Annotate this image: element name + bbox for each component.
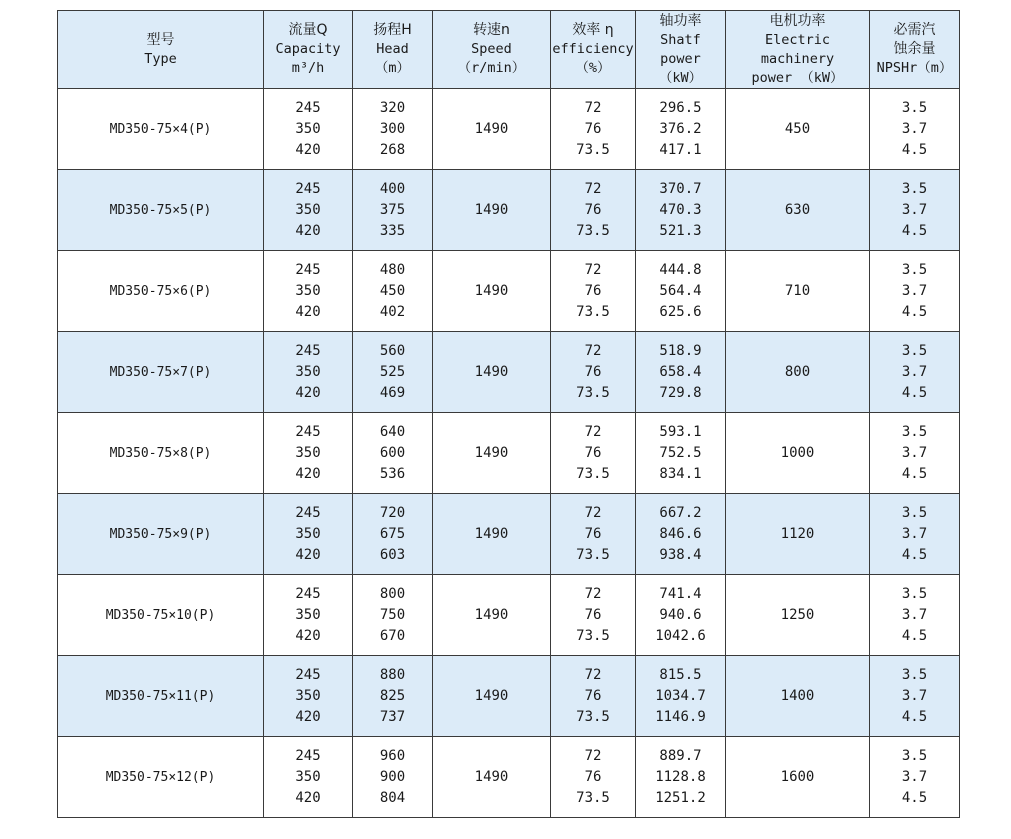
cell-capacity-value: 350 <box>295 282 321 299</box>
cell-npshr-value: 3.7 <box>901 687 928 704</box>
cell-speed: 1490 <box>433 251 551 332</box>
cell-head-value: 375 <box>379 201 406 218</box>
header-head-unit: （m） <box>374 60 411 76</box>
cell-speed: 1490 <box>433 494 551 575</box>
cell-capacity-value: 245 <box>295 99 321 116</box>
cell-shaft-power-value: 889.7 <box>659 747 702 764</box>
cell-shaft-power-value: 1128.8 <box>655 768 706 785</box>
cell-shaft-power-value: 667.2 <box>659 504 702 521</box>
cell-shaft-power-value: 1251.2 <box>655 789 706 806</box>
cell-efficiency-value: 76 <box>584 687 602 704</box>
cell-efficiency-value: 76 <box>584 363 602 380</box>
cell-capacity-value: 245 <box>295 747 321 764</box>
table-row <box>58 332 960 413</box>
cell-efficiency-value: 72 <box>584 585 602 602</box>
header-capacity-zh: 流量Q <box>288 22 328 38</box>
cell-head <box>353 170 433 251</box>
cell-npshr <box>870 332 960 413</box>
cell-capacity-value: 245 <box>295 342 321 359</box>
cell-head-value: 300 <box>379 120 406 137</box>
cell-head-value: 450 <box>379 282 406 299</box>
header-head <box>353 11 433 89</box>
cell-capacity-value: 420 <box>295 222 321 239</box>
cell-npshr-value: 3.5 <box>901 261 928 278</box>
cell-efficiency-value: 73.5 <box>576 789 610 806</box>
header-capacity <box>264 11 353 89</box>
cell-speed: 1490 <box>433 656 551 737</box>
cell-motor-power: 630 <box>726 170 870 251</box>
cell-npshr-value: 4.5 <box>901 708 928 725</box>
cell-shaft-power <box>636 737 726 818</box>
cell-npshr-value: 4.5 <box>901 384 928 401</box>
cell-efficiency-value: 76 <box>584 606 602 623</box>
header-npsh-zh2: 蚀余量 <box>893 41 936 57</box>
header-speed-unit: （r/min） <box>457 60 526 76</box>
header-shaft-power <box>636 11 726 89</box>
cell-capacity-value: 350 <box>295 606 321 623</box>
cell-efficiency-value: 72 <box>584 342 602 359</box>
cell-head <box>353 656 433 737</box>
cell-efficiency-value: 72 <box>584 423 602 440</box>
table-row <box>58 737 960 818</box>
cell-shaft-power-value: 518.9 <box>659 342 702 359</box>
cell-speed: 1490 <box>433 89 551 170</box>
cell-efficiency-value: 73.5 <box>576 627 610 644</box>
header-motor-zh: 电机功率 <box>769 12 826 29</box>
cell-efficiency-value: 73.5 <box>576 384 610 401</box>
cell-efficiency <box>551 332 636 413</box>
cell-npshr-value: 3.5 <box>901 180 928 197</box>
cell-shaft-power-value: 376.2 <box>659 120 702 137</box>
header-efficiency <box>551 11 636 89</box>
cell-shaft-power-value: 593.1 <box>659 423 702 440</box>
cell-head-value: 675 <box>379 525 406 542</box>
cell-shaft-power-value: 370.7 <box>659 180 702 197</box>
table-row <box>58 413 960 494</box>
cell-npshr-value: 4.5 <box>901 546 928 563</box>
cell-shaft-power-value: 940.6 <box>659 606 702 623</box>
cell-efficiency-value: 76 <box>584 282 602 299</box>
cell-capacity-value: 350 <box>295 201 321 218</box>
cell-shaft-power-value: 1146.9 <box>655 708 706 725</box>
cell-type: MD350-75×10(P) <box>58 575 264 656</box>
cell-capacity-value: 350 <box>295 444 321 461</box>
cell-shaft-power-value: 834.1 <box>659 465 702 482</box>
cell-npshr <box>870 656 960 737</box>
cell-head-value: 900 <box>379 768 406 785</box>
cell-head-value: 750 <box>379 606 406 623</box>
cell-efficiency <box>551 656 636 737</box>
cell-npshr-value: 3.5 <box>901 747 928 764</box>
cell-shaft-power-value: 564.4 <box>659 282 702 299</box>
cell-shaft-power-value: 938.4 <box>659 546 702 563</box>
cell-head-value: 320 <box>379 99 406 116</box>
cell-npshr-value: 3.7 <box>901 201 928 218</box>
cell-efficiency-value: 76 <box>584 201 602 218</box>
cell-head <box>353 89 433 170</box>
table-body <box>58 89 960 818</box>
cell-npshr-value: 3.5 <box>901 504 928 521</box>
table-row <box>58 89 960 170</box>
cell-head-value: 600 <box>379 444 406 461</box>
cell-npshr <box>870 251 960 332</box>
cell-capacity-value: 420 <box>295 465 321 482</box>
cell-capacity-value: 420 <box>295 384 321 401</box>
cell-head-value: 720 <box>379 504 406 521</box>
cell-speed: 1490 <box>433 575 551 656</box>
cell-head-value: 469 <box>379 384 406 401</box>
cell-head-value: 402 <box>379 303 406 320</box>
cell-efficiency-value: 72 <box>584 99 602 116</box>
cell-capacity-value: 350 <box>295 525 321 542</box>
header-efficiency-en: efficiency <box>552 41 634 57</box>
cell-npshr-value: 3.7 <box>901 768 928 785</box>
cell-efficiency <box>551 575 636 656</box>
cell-capacity-value: 245 <box>295 423 321 440</box>
cell-shaft-power-value: 1034.7 <box>655 687 706 704</box>
cell-efficiency-value: 76 <box>584 444 602 461</box>
cell-head-value: 480 <box>379 261 406 278</box>
cell-type: MD350-75×6(P) <box>58 251 264 332</box>
cell-shaft-power-value: 521.3 <box>659 222 702 239</box>
cell-capacity-value: 420 <box>295 789 321 806</box>
cell-head-value: 335 <box>379 222 406 239</box>
cell-npshr-value: 4.5 <box>901 627 928 644</box>
cell-shaft-power <box>636 89 726 170</box>
cell-npshr-value: 3.7 <box>901 120 928 137</box>
header-npshr <box>870 11 960 89</box>
cell-shaft-power <box>636 656 726 737</box>
cell-motor-power: 1000 <box>726 413 870 494</box>
cell-capacity <box>264 332 353 413</box>
cell-capacity-value: 245 <box>295 261 321 278</box>
cell-npshr-value: 3.7 <box>901 606 928 623</box>
cell-shaft-power-value: 417.1 <box>659 141 702 158</box>
cell-motor-power: 800 <box>726 332 870 413</box>
cell-capacity-value: 350 <box>295 363 321 380</box>
cell-npshr <box>870 170 960 251</box>
cell-head-value: 268 <box>379 141 406 158</box>
cell-speed: 1490 <box>433 170 551 251</box>
cell-npshr-value: 4.5 <box>901 222 928 239</box>
cell-efficiency <box>551 737 636 818</box>
cell-npshr-value: 3.7 <box>901 444 928 461</box>
cell-head <box>353 737 433 818</box>
cell-head <box>353 251 433 332</box>
cell-head-value: 825 <box>379 687 406 704</box>
cell-capacity-value: 420 <box>295 303 321 320</box>
cell-motor-power: 1600 <box>726 737 870 818</box>
cell-shaft-power <box>636 494 726 575</box>
cell-shaft-power-value: 846.6 <box>659 525 702 542</box>
cell-motor-power: 1250 <box>726 575 870 656</box>
cell-efficiency-value: 72 <box>584 504 602 521</box>
cell-capacity <box>264 737 353 818</box>
cell-type: MD350-75×11(P) <box>58 656 264 737</box>
cell-head <box>353 332 433 413</box>
cell-head-value: 400 <box>379 180 406 197</box>
cell-npshr-value: 3.5 <box>901 342 928 359</box>
header-speed-zh: 转速n <box>473 22 510 38</box>
cell-efficiency <box>551 251 636 332</box>
header-motor-power <box>726 11 870 89</box>
cell-shaft-power-value: 658.4 <box>659 363 702 380</box>
header-capacity-en: Capacity <box>275 41 341 57</box>
header-type <box>58 11 264 89</box>
cell-capacity-value: 350 <box>295 687 321 704</box>
header-shaft-zh: 轴功率 <box>659 12 702 29</box>
cell-npshr-value: 3.5 <box>901 99 928 116</box>
cell-efficiency <box>551 170 636 251</box>
cell-shaft-power-value: 625.6 <box>659 303 702 320</box>
cell-shaft-power <box>636 332 726 413</box>
header-type-en: Type <box>144 50 177 67</box>
cell-head-value: 640 <box>379 423 406 440</box>
cell-efficiency-value: 76 <box>584 120 602 137</box>
cell-efficiency-value: 72 <box>584 666 602 683</box>
cell-capacity-value: 420 <box>295 627 321 644</box>
cell-capacity-value: 245 <box>295 666 321 683</box>
cell-type: MD350-75×8(P) <box>58 413 264 494</box>
cell-efficiency-value: 72 <box>584 180 602 197</box>
header-npsh-zh: 必需汽 <box>893 22 936 38</box>
cell-type: MD350-75×4(P) <box>58 89 264 170</box>
cell-efficiency <box>551 494 636 575</box>
cell-efficiency-value: 73.5 <box>576 303 610 320</box>
cell-head <box>353 575 433 656</box>
cell-motor-power: 1400 <box>726 656 870 737</box>
cell-shaft-power-value: 296.5 <box>659 99 702 116</box>
cell-npshr <box>870 575 960 656</box>
cell-npshr-value: 3.5 <box>901 423 928 440</box>
cell-shaft-power <box>636 413 726 494</box>
header-shaft-en: Shatf power <box>660 31 701 67</box>
header-efficiency-zh: 效率 η <box>572 22 614 38</box>
cell-npshr-value: 4.5 <box>901 465 928 482</box>
cell-efficiency-value: 72 <box>584 261 602 278</box>
cell-efficiency-value: 73.5 <box>576 708 610 725</box>
cell-speed: 1490 <box>433 413 551 494</box>
cell-shaft-power-value: 815.5 <box>659 666 702 683</box>
cell-head-value: 560 <box>379 342 406 359</box>
cell-shaft-power-value: 729.8 <box>659 384 702 401</box>
cell-type: MD350-75×5(P) <box>58 170 264 251</box>
cell-npshr <box>870 89 960 170</box>
header-npsh-en: NPSHr（m） <box>876 60 953 76</box>
cell-efficiency-value: 73.5 <box>576 465 610 482</box>
table-row <box>58 575 960 656</box>
header-motor-en: Electric machinery <box>760 31 835 67</box>
cell-type: MD350-75×12(P) <box>58 737 264 818</box>
header-motor-unit: power （kW） <box>751 69 844 86</box>
cell-npshr-value: 3.7 <box>901 282 928 299</box>
table-row <box>58 656 960 737</box>
cell-capacity <box>264 251 353 332</box>
cell-npshr <box>870 737 960 818</box>
cell-efficiency-value: 76 <box>584 768 602 785</box>
cell-shaft-power-value: 752.5 <box>659 444 702 461</box>
cell-efficiency-value: 73.5 <box>576 141 610 158</box>
cell-head-value: 800 <box>379 585 406 602</box>
cell-shaft-power-value: 444.8 <box>659 261 702 278</box>
cell-npshr <box>870 413 960 494</box>
cell-head <box>353 494 433 575</box>
cell-head-value: 603 <box>379 546 406 563</box>
cell-head-value: 737 <box>379 708 406 725</box>
cell-efficiency <box>551 89 636 170</box>
cell-efficiency-value: 73.5 <box>576 546 610 563</box>
cell-capacity <box>264 656 353 737</box>
header-shaft-unit: （kW） <box>658 69 703 86</box>
cell-motor-power: 1120 <box>726 494 870 575</box>
cell-capacity-value: 350 <box>295 768 321 785</box>
cell-motor-power: 450 <box>726 89 870 170</box>
cell-shaft-power <box>636 170 726 251</box>
cell-npshr-value: 3.5 <box>901 585 928 602</box>
header-row <box>58 11 960 89</box>
header-speed <box>433 11 551 89</box>
header-head-en: Head <box>376 41 409 57</box>
cell-capacity-value: 245 <box>295 585 321 602</box>
header-type-zh: 型号 <box>146 31 175 48</box>
cell-shaft-power-value: 741.4 <box>659 585 702 602</box>
cell-type: MD350-75×7(P) <box>58 332 264 413</box>
cell-npshr <box>870 494 960 575</box>
header-speed-en: Speed <box>471 41 512 57</box>
table-row <box>58 251 960 332</box>
cell-capacity-value: 420 <box>295 141 321 158</box>
cell-head-value: 880 <box>379 666 406 683</box>
pump-spec-table <box>57 10 960 818</box>
table-row <box>58 494 960 575</box>
cell-npshr-value: 4.5 <box>901 303 928 320</box>
cell-head <box>353 413 433 494</box>
header-capacity-unit: m³/h <box>291 60 325 76</box>
cell-efficiency-value: 72 <box>584 747 602 764</box>
cell-speed: 1490 <box>433 332 551 413</box>
cell-npshr-value: 3.7 <box>901 363 928 380</box>
cell-capacity <box>264 494 353 575</box>
cell-head-value: 525 <box>379 363 406 380</box>
cell-capacity <box>264 413 353 494</box>
cell-capacity <box>264 89 353 170</box>
cell-npshr-value: 3.5 <box>901 666 928 683</box>
cell-shaft-power-value: 470.3 <box>659 201 702 218</box>
cell-motor-power: 710 <box>726 251 870 332</box>
cell-capacity-value: 350 <box>295 120 321 137</box>
cell-shaft-power <box>636 251 726 332</box>
cell-efficiency <box>551 413 636 494</box>
cell-head-value: 536 <box>379 465 406 482</box>
table-row <box>58 170 960 251</box>
cell-capacity-value: 420 <box>295 546 321 563</box>
cell-efficiency-value: 73.5 <box>576 222 610 239</box>
cell-capacity-value: 420 <box>295 708 321 725</box>
cell-speed: 1490 <box>433 737 551 818</box>
cell-capacity-value: 245 <box>295 180 321 197</box>
cell-head-value: 960 <box>379 747 406 764</box>
cell-npshr-value: 3.7 <box>901 525 928 542</box>
cell-type: MD350-75×9(P) <box>58 494 264 575</box>
cell-capacity <box>264 170 353 251</box>
cell-head-value: 804 <box>379 789 406 806</box>
cell-efficiency-value: 76 <box>584 525 602 542</box>
cell-capacity-value: 245 <box>295 504 321 521</box>
cell-shaft-power-value: 1042.6 <box>655 627 706 644</box>
cell-shaft-power <box>636 575 726 656</box>
cell-capacity <box>264 575 353 656</box>
header-head-zh: 扬程H <box>373 22 412 38</box>
cell-npshr-value: 4.5 <box>901 141 928 158</box>
table-header <box>58 11 960 89</box>
header-efficiency-unit: （%） <box>575 60 611 76</box>
cell-npshr-value: 4.5 <box>901 789 928 806</box>
cell-head-value: 670 <box>379 627 406 644</box>
